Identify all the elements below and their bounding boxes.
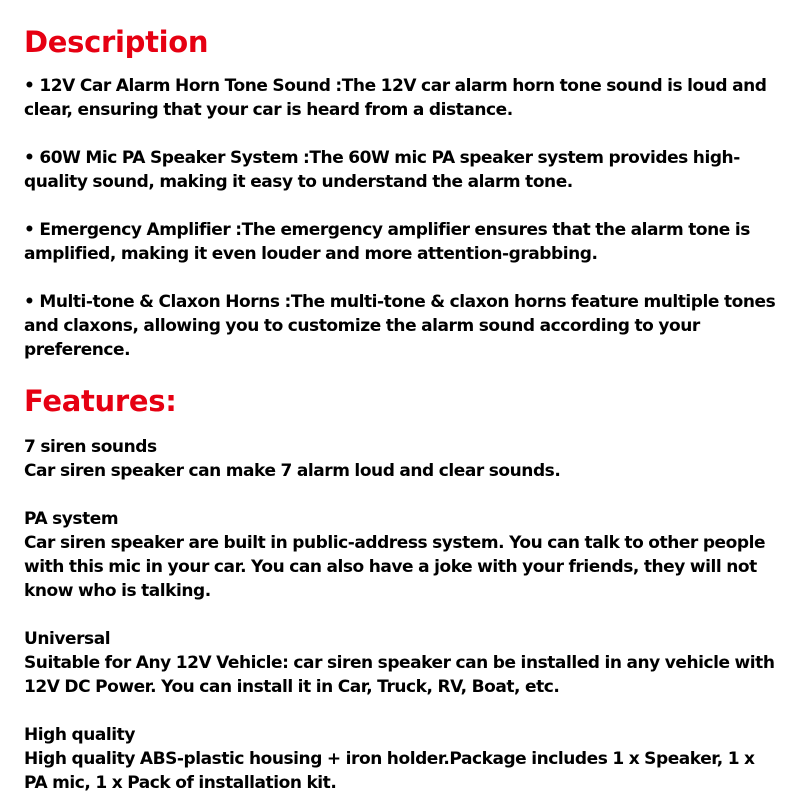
feature-high-quality <box>24 723 780 795</box>
features-heading: Features: <box>24 384 177 418</box>
feature-universal <box>24 627 780 699</box>
description-heading: Description <box>24 25 209 59</box>
product-description-page <box>24 22 780 795</box>
feature-pa-system <box>24 507 780 603</box>
feature-text: Car siren speaker can make 7 alarm loud and clear sounds. <box>24 461 561 481</box>
feature-title: PA system <box>24 509 119 529</box>
feature-siren-sounds <box>24 435 780 483</box>
description-item-horn-tone: • 12V Car Alarm Horn Tone Sound :The 12V car alarm horn tone sound is loud and clear, ensuring that your car is heard from a distance. <box>24 76 767 120</box>
feature-title: 7 siren sounds <box>24 437 157 457</box>
description-list <box>24 74 780 362</box>
description-item-horns: • Multi-tone & Claxon Horns :The multi-tone & claxon horns feature multiple tones and claxons, allowing you to customize the alarm sound according to your preference. <box>24 292 776 360</box>
description-item-amplifier: • Emergency Amplifier :The emergency amplifier ensures that the alarm tone is amplified, making it even louder and more attention-grabbing. <box>24 220 750 264</box>
feature-title: Universal <box>24 629 111 649</box>
features-list <box>24 435 780 795</box>
feature-title: High quality <box>24 725 135 745</box>
feature-text: High quality ABS-plastic housing + iron holder.Package includes 1 x Speaker, 1 x PA mic, 1 x Pack of installation kit. <box>24 749 755 793</box>
description-item-pa-speaker: • 60W Mic PA Speaker System :The 60W mic PA speaker system provides high-quality sound, making it easy to understand the alarm tone. <box>24 148 740 192</box>
feature-text: Suitable for Any 12V Vehicle: car siren speaker can be installed in any vehicle with 12V DC Power. You can install it in Car, Truck, RV, Boat, etc. <box>24 653 775 697</box>
feature-text: Car siren speaker are built in public-address system. You can talk to other people with this mic in your car. You can also have a joke with your friends, they will not know who is talking. <box>24 533 766 601</box>
